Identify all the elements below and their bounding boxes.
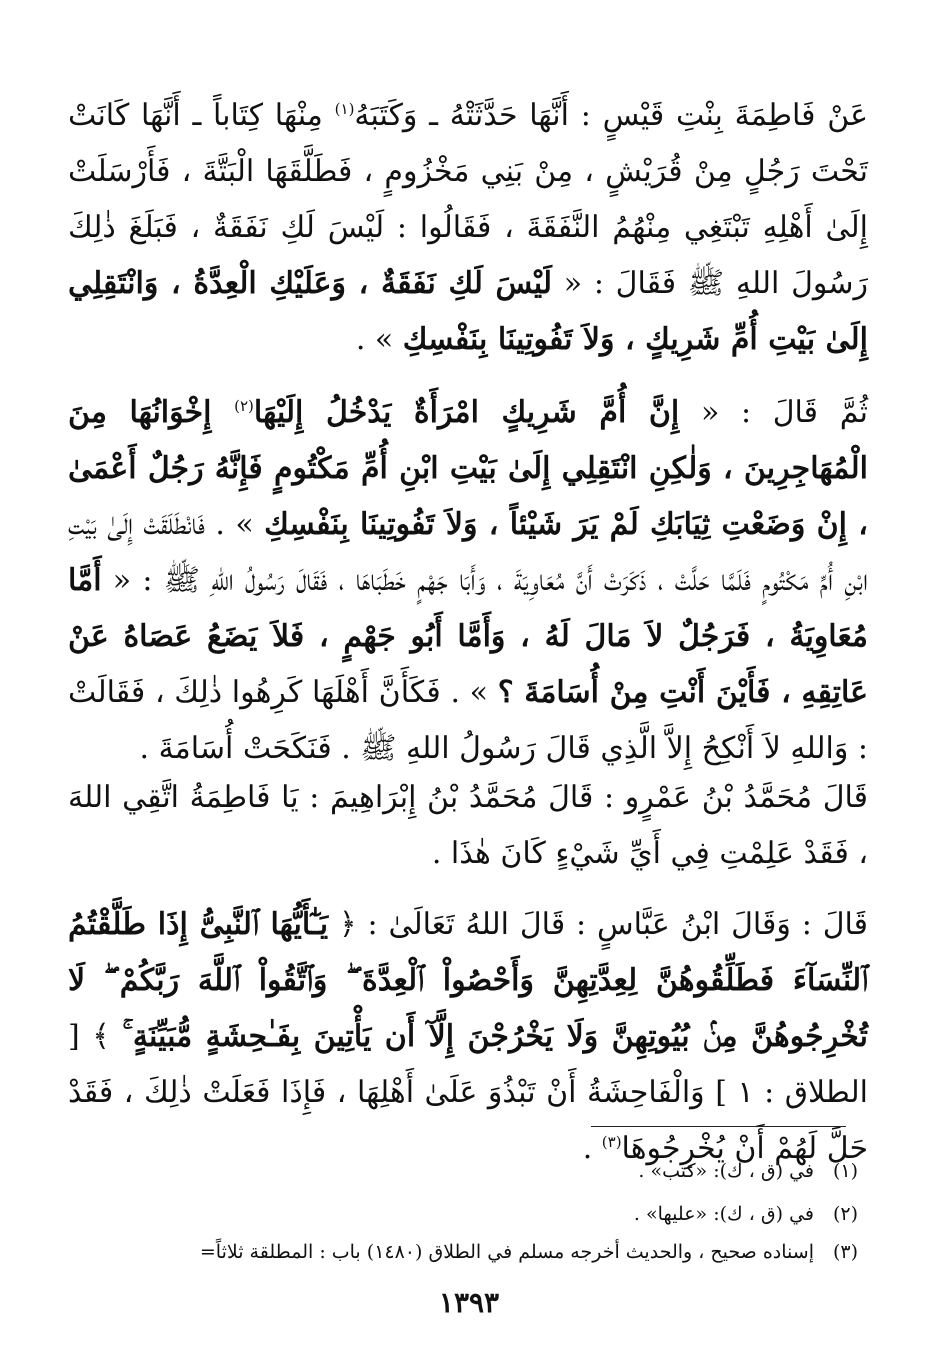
prophet-speech: لَيْسَ لَكِ نَفَقَةٌ ، وَعَلَيْكِ الْعِدَّةُ ، وَانْتَقِلِي إِلَىٰ بَيْتِ أُمِّ شَرِيكٍ ، وَلاَ تَفُوتِينَا بِنَفْسِكِ	[68, 266, 868, 357]
footnote-divider	[591, 1126, 846, 1127]
footnote-marker-1: (١)	[334, 100, 355, 118]
text-run: ثُمَّ قَالَ : «	[679, 395, 869, 430]
text-run: قَالَ : وَقَالَ ابْنُ عَبَّاسٍ : قَالَ اللهُ تَعَالَىٰ : ﴿	[328, 907, 868, 942]
footnote-text: في (ق ، ك): «كتب» .	[638, 1160, 814, 1182]
footnote-text: في (ق ، ك): «عليها» .	[633, 1203, 814, 1225]
text-run: عَنْ فَاطِمَةَ بِنْتِ قَيْسٍ : أَنَّهَا حَدَّثَتْهُ ـ وَكَتَبَهُ	[354, 98, 868, 133]
footnote-3	[68, 1238, 858, 1266]
quran-verse: يَـٰٓأَيُّهَا ٱلنَّبِىُّ إِذَا طَلَّقْتُمُ ٱلنِّسَآءَ فَطَلِّقُوهُنَّ لِعِدَّتِهِنَّ وَأَحْصُواْ ٱلْعِدَّةَ ۖ وَٱتَّقُواْ ٱللَّهَ رَبَّكُمْ ۖ لَا تُخْرِجُوهُنَّ مِنۢ بُيُوتِهِنَّ وَلَا يَخْرُجْنَ إِلَّآ أَن يَأْتِينَ بِفَـٰحِشَةٍ مُّبَيِّنَةٍ ۚ	[68, 907, 868, 1054]
paragraph-fatima-hadith	[68, 88, 868, 368]
footnote-number: (١)	[832, 1160, 858, 1182]
paragraph-muhammad-ibn-amr: قَالَ مُحَمَّدُ بْنُ عَمْرٍو : قَالَ مُحَمَّدُ بْنُ إِبْرَاهِيمَ : يَا فَاطِمَةُ اتَّقِي اللهَ ، فَقَدْ عَلِمْتِ فِي أَيِّ شَيْءٍ كَانَ هٰذَا .	[68, 780, 868, 871]
paragraph-umm-sharik	[68, 385, 868, 777]
text-run: ﴾ [ الطلاق : ١ ] وَالْفَاحِشَةُ أَنْ تَبْذُوَ عَلَىٰ أَهْلِهَا ، فَإِذَا فَعَلَتْ ذٰلِكَ ، فَقَدْ حَلَّ لَهُمْ أَنْ يُخْرِجُوهَا	[68, 1019, 868, 1166]
page-number: ١٣٩٣	[438, 1286, 500, 1319]
prophet-speech: إِنَّ أُمَّ شَرِيكٍ امْرَأَةٌ يَدْخُلُ إِلَيْهَا	[253, 395, 680, 430]
footnote-2	[68, 1200, 858, 1228]
footnote-text: إسناده صحيح ، والحديث أخرجه مسلم في الطلاق (١٤٨٠) باب : المطلقة ثلاثاً=	[199, 1241, 814, 1263]
footnote-marker-2: (٢)	[234, 397, 254, 415]
text-run: .	[582, 1131, 602, 1166]
paragraph-ibn-abbas	[68, 897, 868, 1177]
text-run: » . فَكَأَنَّ أَهْلَهَا كَرِهُوا ذٰلِكَ ، فَقَالَتْ : وَاللهِ لاَ أَنْكِحُ إِلاَّ الَّذِي قَالَ رَسُولُ اللهِ ﷺ . فَنَكَحَتْ أُسَامَةَ .	[68, 675, 868, 766]
text-run: مِنْهَا كِتَاباً ـ أَنَّهَا كَانَتْ تَحْتَ رَجُلٍ مِنْ قُرَيْشٍ ، مِنْ بَنِي مَخْزُومٍ ، فَطَلَّقَهَا الْبَتَّةَ ، فَأَرْسَلَتْ إِلَىٰ أَهْلِهِ تَبْتَغِي مِنْهُمُ النَّفَقَةَ ، فَقَالُوا : لَيْسَ لَكِ نَفَقَةٌ ، فَبَلَغَ ذٰلِكَ رَسُولَ اللهِ ﷺ فَقَالَ : «	[68, 98, 869, 301]
footnote-number: (٣)	[832, 1241, 858, 1263]
text-run: » . فَانْطَلَقَتْ إِلَىٰ بَيْتِ ابْنِ أُمِّ مَكْتُومٍ فَلَمَّا حَلَّتْ ، ذَكَرَتْ أَنَّ مُعَاوِيَةَ ، وَأَبَا جَهْمٍ خَطَبَاهَا ، فَقَالَ رَسُولُ اللهِ ﷺ : «	[68, 507, 868, 598]
footnote-number: (٢)	[832, 1203, 858, 1225]
footnote-1	[68, 1157, 858, 1185]
footnote-marker-3: (٣)	[601, 1133, 622, 1151]
text-run: » .	[355, 322, 403, 357]
prophet-speech: أَمَّا مُعَاوِيَةُ ، فَرَجُلٌ لاَ مَالَ لَهُ ، وَأَمَّا أَبُو جَهْمٍ ، فَلاَ يَضَعُ عَصَاهُ عَنْ عَاتِقِهِ ، فَأَيْنَ أَنْتِ مِنْ أُسَامَةَ ؟	[68, 563, 869, 710]
prophet-speech: إِخْوَانُهَا مِنَ الْمُهَاجِرِينَ ، وَلٰكِنِ انْتَقِلِي إِلَىٰ بَيْتِ ابْنِ أُمِّ مَكْتُومٍ فَإِنَّهُ رَجُلٌ أَعْمَىٰ ، إِنْ وَضَعْتِ ثِيَابَكِ لَمْ يَرَ شَيْئاً ، وَلاَ تَفُوتِينَا بِنَفْسِكِ	[68, 395, 868, 542]
